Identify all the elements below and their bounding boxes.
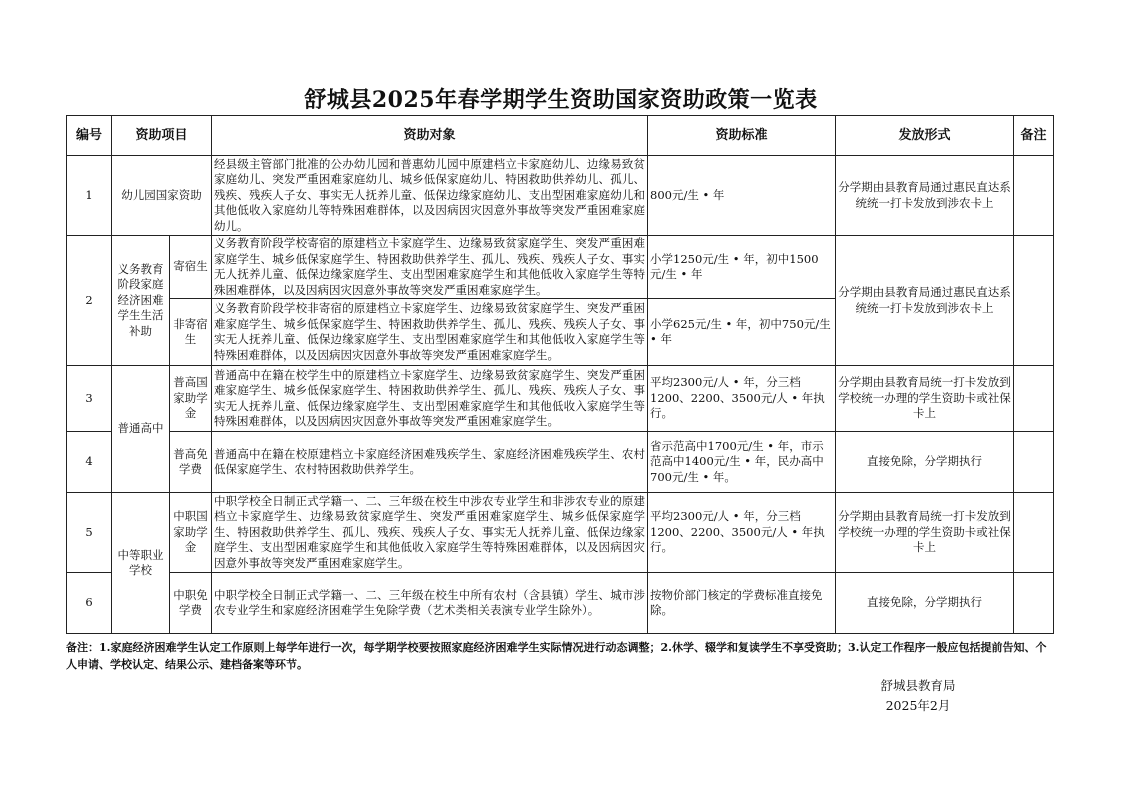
row-standard: 小学1250元/生 • 年，初中1500元/生 • 年 (648, 236, 836, 299)
row-remark (1014, 493, 1054, 573)
row-standard: 平均2300元/人 • 年，分三档1200、2200、3500元/人 • 年执行。 (648, 366, 836, 432)
row-no: 3 (67, 366, 112, 432)
policy-table (66, 115, 1054, 634)
table-row (67, 156, 1054, 236)
table-row (67, 432, 1054, 493)
row-sub: 普高国家助学金 (170, 366, 212, 432)
row-method: 分学期由县教育局统一打卡发放到学校统一办理的学生资助卡或社保卡上 (836, 366, 1014, 432)
row-remark (1014, 156, 1054, 236)
footnote: 备注：1.家庭经济困难学生认定工作原则上每学年进行一次，每学期学校要按照家庭经济困难学生实际情况进行动态调整；2.休学、辍学和复读学生不享受资助；3.认定工作程序一般应包括提前告知、个人申请、学校认定、结果公示、建档备案等环节。 (66, 641, 1047, 671)
page-title: 舒城县2025年春学期学生资助国家资助政策一览表 (304, 87, 818, 113)
row-method: 分学期由县教育局通过惠民直达系统统一打卡发放到涉农卡上 (836, 156, 1014, 236)
table-row (67, 493, 1054, 573)
table-header-row (67, 116, 1054, 156)
header-project: 资助项目 (112, 116, 212, 156)
row-no: 2 (67, 236, 112, 366)
header-remark: 备注 (1014, 116, 1054, 156)
row-no: 6 (67, 573, 112, 634)
row-project: 幼儿园国家资助 (112, 156, 212, 236)
row-sub: 中职国家助学金 (170, 493, 212, 573)
table-row (67, 366, 1054, 432)
header-method: 发放形式 (836, 116, 1014, 156)
row-sub: 中职免学费 (170, 573, 212, 634)
row-standard: 小学625元/生 • 年，初中750元/生 • 年 (648, 299, 836, 366)
row-method: 分学期由县教育局统一打卡发放到学校统一办理的学生资助卡或社保卡上 (836, 493, 1014, 573)
row-remark (1014, 366, 1054, 432)
row-target: 中职学校全日制正式学籍一、二、三年级在校生中所有农村（含县镇）学生、城市涉农专业学生和家庭经济困难学生免除学费（艺术类相关表演专业学生除外）。 (212, 573, 648, 634)
row-no: 4 (67, 432, 112, 493)
table-row (67, 236, 1054, 299)
row-method: 直接免除，分学期执行 (836, 573, 1014, 634)
row-target: 经县级主管部门批准的公办幼儿园和普惠幼儿园中原建档立卡家庭幼儿、边缘易致贫家庭幼儿、突发严重困难家庭幼儿、城乡低保家庭幼儿、特困救助供养幼儿、孤儿、残疾、残疾人子女、事实无人抚养儿童、低保边缘家庭幼儿、支出型困难家庭幼儿和其他低收入家庭幼儿等特殊困难群体，以及因病因灾因意外事故等突发严重困难家庭幼儿。 (212, 156, 648, 236)
row-method: 分学期由县教育局通过惠民直达系统统一打卡发放到涉农卡上 (836, 236, 1014, 366)
row-standard: 800元/生 • 年 (648, 156, 836, 236)
row-remark (1014, 236, 1054, 366)
row-standard: 省示范高中1700元/生 • 年，市示范高中1400元/生 • 年，民办高中700元/生 • 年。 (648, 432, 836, 493)
header-no: 编号 (67, 116, 112, 156)
row-group: 普通高中 (112, 366, 170, 493)
row-target: 普通高中在籍在校学生中的原建档立卡家庭学生、边缘易致贫家庭学生、突发严重困难家庭学生、城乡低保家庭学生、特困救助供养学生、孤儿、残疾、残疾人子女、事实无人抚养儿童、低保边缘家庭学生、支出型困难家庭学生和其他低收入家庭学生等特殊困难群体，以及因病因灾因意外事故等突发严重困难家庭学生。 (212, 366, 648, 432)
row-standard: 平均2300元/人 • 年，分三档1200、2200、3500元/人 • 年执行。 (648, 493, 836, 573)
row-group: 中等职业学校 (112, 493, 170, 634)
row-sub: 非寄宿生 (170, 299, 212, 366)
row-target: 义务教育阶段学校寄宿的原建档立卡家庭学生、边缘易致贫家庭学生、突发严重困难家庭学生、城乡低保家庭学生、特困救助供养学生、孤儿、残疾、残疾人子女、事实无人抚养儿童、低保边缘家庭学生、支出型困难家庭学生和其他低收入家庭学生等特殊困难群体，以及因病因灾因意外事故等突发严重困难家庭学生。 (212, 236, 648, 299)
row-group: 义务教育阶段家庭经济困难学生生活补助 (112, 236, 170, 366)
row-no: 5 (67, 493, 112, 573)
issuer-block (858, 676, 978, 716)
row-remark (1014, 573, 1054, 634)
row-no: 1 (67, 156, 112, 236)
row-target: 普通高中在籍在校原建档立卡家庭经济困难残疾学生、家庭经济困难残疾学生、农村低保家庭学生、农村特困救助供养学生。 (212, 432, 648, 493)
row-sub: 普高免学费 (170, 432, 212, 493)
row-target: 义务教育阶段学校非寄宿的原建档立卡家庭学生、边缘易致贫家庭学生、突发严重困难家庭学生、城乡低保家庭学生、特困救助供养学生、孤儿、残疾、残疾人子女、事实无人抚养儿童、低保边缘家庭学生、支出型困难家庭学生和其他低收入家庭学生等特殊困难群体，以及因病因灾因意外事故等突发严重困难家庭学生。 (212, 299, 648, 366)
row-method: 直接免除，分学期执行 (836, 432, 1014, 493)
issuer-name: 舒城县教育局 (880, 678, 956, 693)
table-row (67, 573, 1054, 634)
row-sub: 寄宿生 (170, 236, 212, 299)
row-remark (1014, 432, 1054, 493)
header-target: 资助对象 (212, 116, 648, 156)
header-standard: 资助标准 (648, 116, 836, 156)
row-target: 中职学校全日制正式学籍一、二、三年级在校生中涉农专业学生和非涉农专业的原建档立卡家庭学生、边缘易致贫家庭学生、突发严重困难家庭学生、城乡低保家庭学生、特困救助供养学生、孤儿、残疾、残疾人子女、事实无人抚养儿童、低保边缘家庭学生、支出型困难家庭学生和其他低收入家庭学生等特殊困难群体，以及因病因灾因意外事故等突发严重困难家庭学生。 (212, 493, 648, 573)
issue-date: 2025年2月 (885, 698, 951, 713)
row-standard: 按物价部门核定的学费标准直接免除。 (648, 573, 836, 634)
